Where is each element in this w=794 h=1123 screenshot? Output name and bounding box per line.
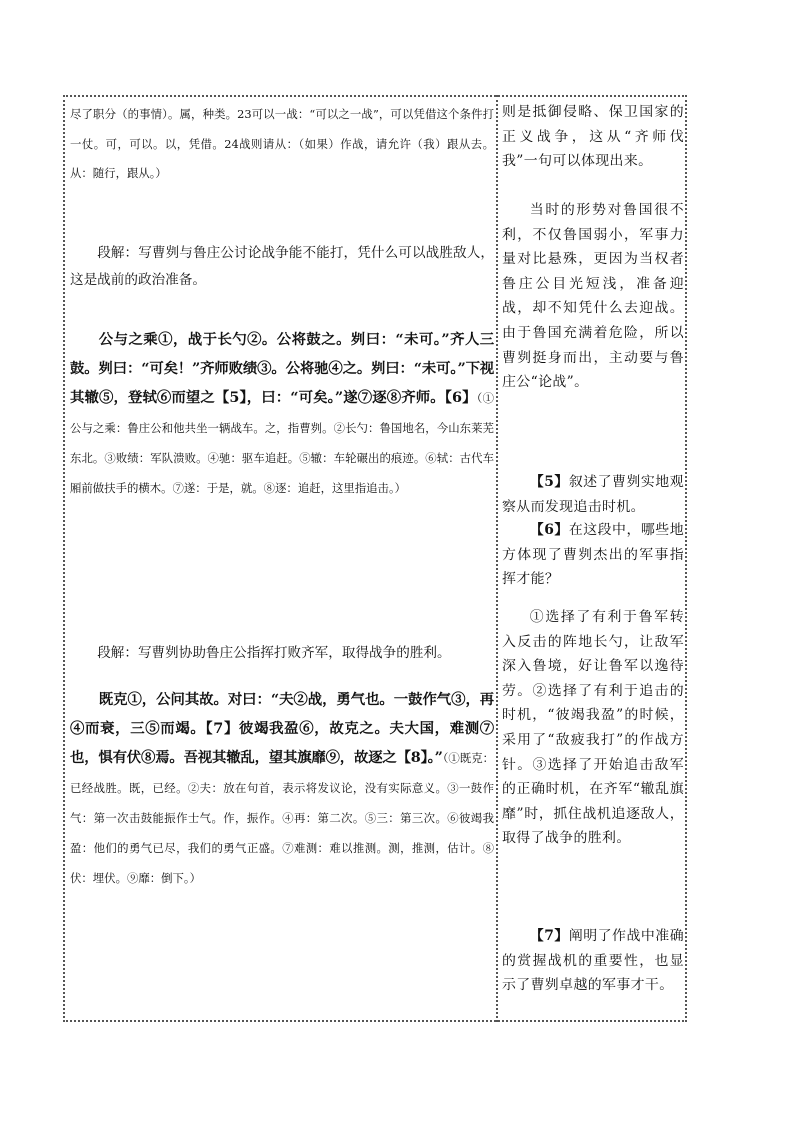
marker-7: 【7】 bbox=[529, 928, 569, 944]
commentary-paragraph-3: 【6】在这段中，哪些地方体现了曹刿杰出的军事指挥才能？ bbox=[502, 522, 684, 588]
commentary-paragraph-4: ①选择了有利于鲁军转入反击的阵地长勺，让敌军深入鲁境，好让鲁军以逸待劳。②选择了有利于追击的时机，“彼竭我盈”的时候，采用了“敌疲我打”的作战方针。③选择了开始追击敌军的正确时机，在齐军“辙乱旗靡”时，抓住战机追逐敌人，取得了战争的胜利。 bbox=[502, 609, 684, 847]
marker-5: 【5】 bbox=[529, 474, 569, 490]
paragraph-analysis-1: 段解：写曹刿与鲁庄公讨论战争能不能打，凭什么可以战胜敌人，这是战前的政治准备。 bbox=[70, 245, 494, 288]
annotation-2: （①既克：已经战胜。既，已经。②夫：放在句首，表示将发议论，没有实际意义。③一鼓作气：第一次击鼓能振作士气。作，振作。④再：第二次。⑤三：第三次。⑥彼竭我盈：他们的勇气已尽，我们的勇气正盛。⑦难测：难以推测。测，推测，估计。⑧伏：埋伏。⑨靡：倒下。） bbox=[70, 751, 494, 885]
original-text-block-2 bbox=[70, 685, 494, 893]
original-text-1: 公与之乘①，战于长勺②。公将鼓之。刿曰：“未可。”齐人三鼓。刿曰：“可矣！”齐师败绩③。公将驰④之。刿曰：“未可。”下视其辙⑤，登轼⑥而望之【5】，曰：“可矣。”遂⑦逐⑧齐师。【6】（①公与之乘：鲁庄公和他共坐一辆战车。之，指曹刿。②长勺：鲁国地名，今山东莱芜东北。③败绩：军队溃败。④驰：驱车追赶。⑤辙：车轮碾出的痕迹。⑥轼：古代车厢前做扶手的横木。⑦遂：于是，就。⑧逐：追赶，这里指追击。） bbox=[70, 331, 494, 495]
original-text-2: 既克①，公问其故。对曰：“夫②战，勇气也。一鼓作气③，再④而衰，三⑤而竭。【7】彼竭我盈⑥，故克之。夫大国，难测⑦也，惧有伏⑧焉。吾视其辙乱，望其旗靡⑨，故逐之【8】。”（①既克：已经战胜。既，已经。②夫：放在句首，表示将发议论，没有实际意义。③一鼓作气：第一次击鼓能振作士气。作，振作。④再：第二次。⑤三：第三次。⑥彼竭我盈：他们的勇气已尽，我们的勇气正盛。⑦难测：难以推测。测，推测，估计。⑧伏：埋伏。⑨靡：倒下。） bbox=[70, 691, 494, 885]
commentary-paragraph-2: 【5】叙述了曹刿实地观察从而发现追击时机。 bbox=[502, 474, 684, 515]
column-divider bbox=[496, 95, 498, 1022]
commentary-paragraph-0: 则是抵御侵略、保卫国家的正义战争，这从“齐师伐我”一句可以体现出来。 bbox=[502, 104, 684, 170]
annotation-1: （①公与之乘：鲁庄公和他共坐一辆战车。之，指曹刿。②长勺：鲁国地名，今山东莱芜东北。③败绩：军队溃败。④驰：驱车追赶。⑤辙：车轮碾出的痕迹。⑥轼：古代车厢前做扶手的横木。⑦遂：于是，就。⑧逐：追赶，这里指追击。） bbox=[70, 391, 494, 495]
commentary-paragraph-5: 【7】阐明了作战中准确的赏握战机的重要性，也显示了曹刿卓越的军事才干。 bbox=[502, 928, 684, 994]
marker-6: 【6】 bbox=[529, 522, 569, 538]
paragraph-analysis-2: 段解：写曹刿协助鲁庄公指挥打败齐军，取得战争的胜利。 bbox=[97, 645, 451, 661]
annotation-continued: 尽了职分（的事情）。属，种类。23可以一战：“可以之一战”，可以凭借这个条件打一仗。可，可以。以，凭借。24战则请从：（如果）作战，请允许（我）跟从去。从：随行，跟从。） bbox=[70, 107, 494, 181]
commentary-paragraph-1: 当时的形势对鲁国很不利，不仅鲁国弱小，军事力量对比悬殊，更因为当权者鲁庄公目光短浅，准备迎战，却不知凭什么去迎战。由于鲁国充满着危险，所以曹刿挺身而出，主动要与鲁庄公“论战”。 bbox=[502, 202, 684, 391]
original-text-block-1 bbox=[70, 325, 494, 503]
